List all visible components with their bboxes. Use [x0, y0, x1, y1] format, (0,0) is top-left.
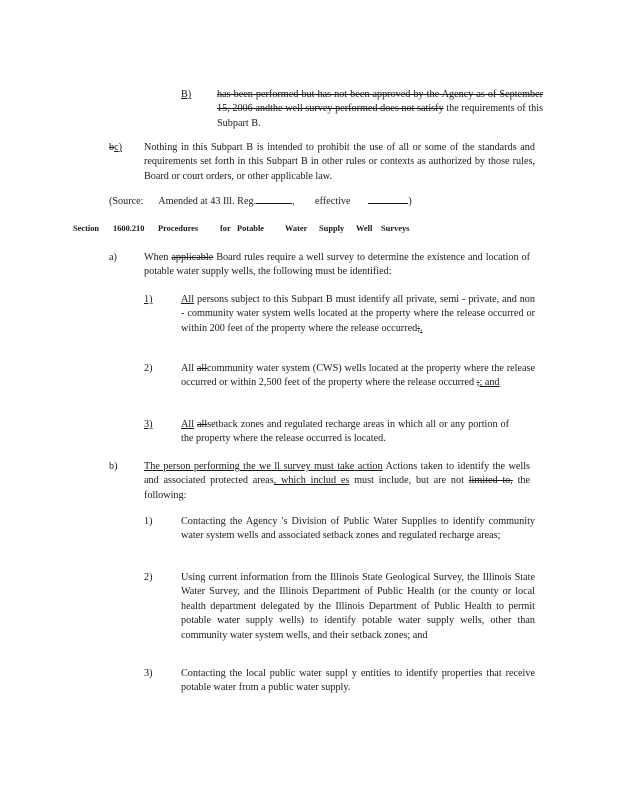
item-label-b3: 3) [144, 668, 153, 679]
item-label-a: a) [109, 252, 117, 263]
new-text: All [181, 419, 195, 430]
struck-text: ; [476, 377, 480, 389]
item-b-body-1: Actions taken to identify the wells and associated protected areas [144, 461, 530, 487]
item-b3-text: Contacting the local public water suppl y entities to identify properties that receive potable water from a public water supply. [181, 668, 535, 694]
section-title-2: for [220, 224, 231, 233]
section-title-5: Supply [319, 224, 345, 233]
struck-text: applicable [171, 252, 214, 263]
item-a2-text [181, 362, 535, 391]
section-title-7: Surveys [381, 224, 410, 233]
item-a2-body: community water system (CWS) wells located at the property where the release occurred or within 2,500 feet of the property where the release occurred [181, 363, 535, 389]
item-B-text [217, 88, 543, 131]
section-title-1: Procedures [158, 224, 199, 233]
section-title-6: Well [356, 224, 373, 233]
item-a3-body: setback zones and regulated recharge areas in which all or any portion of the property where the release occurred is located. [181, 419, 510, 445]
item-B-rest: the requirements of this Subpart B. [217, 103, 543, 129]
item-label-c [109, 141, 122, 155]
item-c-text: Nothing in this Subpart B is intended to prohibit the use of all or some of the standards and requirements set forth in this Subpart B in other rules or contexts as authorized by those rules, Board or court orders, or other applicable law. [144, 142, 535, 182]
item-a2-lead: All [181, 363, 195, 374]
section-title-3: Potable [237, 224, 264, 233]
new-text: The person performing the we ll survey must take action [144, 461, 383, 472]
item-b-text [144, 460, 530, 503]
item-label-b1: 1) [144, 516, 153, 527]
item-a1-text [181, 293, 535, 336]
item-label-b: b) [109, 461, 118, 472]
item-a-lead: When [144, 252, 169, 263]
item-label-b2: 2) [144, 572, 153, 583]
struck-text: all [197, 419, 208, 430]
struck-text: all [196, 363, 208, 374]
item-label-a2: 2) [144, 363, 153, 374]
new-text: All [181, 294, 195, 305]
item-a1-body: persons subject to this Subpart B must identify all private, semi - private, and non - community water system wells located at the property where the release occurred or within 200 feet of the property where the release occurred [181, 294, 535, 334]
struck-text: has been performed but has not been approved by the Agency as of September 15, 2006 andthe well survey performed does not satisfy [217, 89, 543, 115]
source-label: (Source: [109, 196, 144, 207]
item-b2-text: Using current information from the Illinois State Geological Survey, the Illinois State Water Survey, and the Illinois Department of Public Health (or the county or local health department delegated by the Illinois Department of Public Health to permit potable water supply wells) to identify potable water supply wells, other than community water system wells, and their setback zones; and [181, 572, 535, 641]
source-end: ) [408, 196, 412, 207]
new-text: , which includ es [273, 475, 350, 487]
struck-text: ; [417, 322, 421, 334]
new-text: ; and [479, 377, 500, 389]
item-label-B: B) [181, 89, 192, 100]
item-a-text [144, 251, 530, 280]
effective-date-blank [368, 194, 408, 204]
section-word: Section [73, 224, 100, 233]
section-number: 1600.210 [113, 224, 145, 233]
reg-page-blank [256, 194, 292, 204]
source-effective: effective [315, 196, 351, 207]
struck-label: b [109, 142, 115, 153]
source-sep: , [292, 196, 295, 207]
source-amended: Amended at 43 Ill. Reg. [158, 196, 257, 207]
item-label-a3: 3) [144, 419, 153, 430]
source-note [109, 194, 412, 209]
struck-text: limited to, [468, 475, 513, 487]
item-b-body-3: the following: [144, 475, 531, 501]
new-text: . [420, 322, 423, 334]
item-b-body-2: must include, but are not [354, 475, 464, 487]
item-a-body: Board rules require a well survey to determine the existence and location of potable water supply wells, the following must be identified: [144, 252, 531, 278]
new-label: c) [114, 142, 123, 153]
item-b1-text: Contacting the Agency 's Division of Public Water Supplies to identify community water system wells and associated setback zones and regulated recharge areas; [181, 516, 535, 542]
item-label-a1: 1) [144, 294, 153, 305]
item-a3-text [181, 418, 509, 447]
section-title-4: Water [285, 224, 308, 233]
